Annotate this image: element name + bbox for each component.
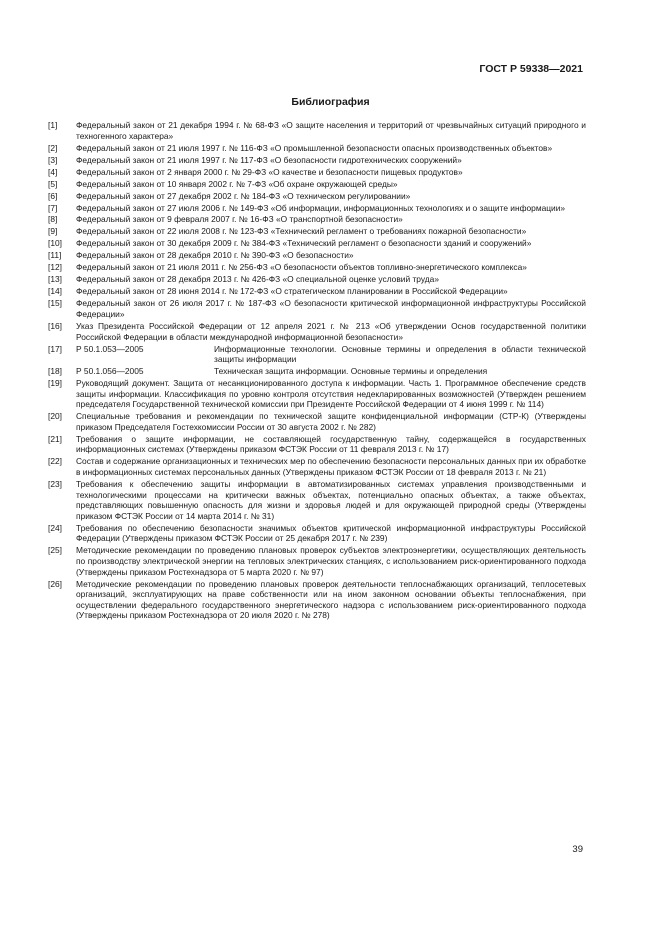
bibliography-entry: [48, 155, 586, 166]
entry-number: [24]: [48, 522, 62, 533]
entry-text: Федеральный закон от 21 декабря 1994 г. № 68-ФЗ «О защите населения и территорий от чрезвычайных ситуаций природного и техногенного характера»: [76, 120, 586, 141]
entry-text: Федеральный закон от 21 июля 2011 г. № 256-ФЗ «О безопасности объектов топливно-энергетического комплекса»: [76, 262, 527, 273]
bibliography-entry: [48, 456, 586, 477]
bibliography-entry: [48, 250, 586, 261]
bibliography-heading: Библиография: [291, 96, 370, 108]
entry-number: [3]: [48, 154, 58, 165]
bibliography-entry: [48, 298, 586, 319]
entry-number: [23]: [48, 479, 62, 489]
entry-text: Федеральный закон от 10 января 2002 г. № 7-ФЗ «Об охране окружающей среды»: [76, 178, 398, 189]
entry-text: Требования о защите информации, не составляющей государственную тайну, содержащейся в государственных информационных системах (Утверждены приказом ФСТЭК России от 11 февраля 2013 г. № 17): [76, 433, 586, 455]
entry-text: Федеральный закон от 28 декабря 2013 г. № 426-ФЗ «О специальной оценке условий труда»: [76, 274, 439, 285]
entry-number: [13]: [48, 274, 62, 285]
entry-text: Федеральный закон от 30 декабря 2009 г. № 384-ФЗ «Технический регламент о безопасности зданий и сооружений»: [76, 238, 532, 249]
entry-number: [22]: [48, 456, 62, 467]
entry-text: Федеральный закон от 26 июля 2017 г. № 187-ФЗ «О безопасности критической информационной инфраструктуры Российской Федерации»: [76, 298, 586, 319]
bibliography-entry: [48, 366, 586, 377]
entry-number: [9]: [48, 226, 58, 237]
entry-number: [18]: [48, 366, 62, 377]
entry-number: [26]: [48, 578, 62, 589]
entry-number: [15]: [48, 298, 62, 309]
entry-standard-code: Р 50.1.056—2005: [76, 366, 144, 377]
bibliography-entry: [48, 344, 586, 365]
entry-number: [8]: [48, 214, 58, 225]
bibliography-list: [48, 120, 586, 622]
entry-number: [1]: [48, 120, 58, 130]
entry-text: Специальные требования и рекомендации по технической защите конфиденциальной информации (СТР-К) (Утверждены приказом Председателя Гостехкомиссии России от 30 августа 2002 г. № 282): [76, 411, 586, 432]
bibliography-entry: [48, 214, 586, 225]
entry-number: [10]: [48, 238, 62, 249]
page-number: 39: [572, 844, 583, 855]
bibliography-entry: [48, 545, 586, 577]
entry-text: Федеральный закон от 28 июня 2014 г. № 172-ФЗ «О стратегическом планировании в Российской Федерации»: [76, 286, 508, 297]
entry-number: [25]: [48, 545, 62, 556]
entry-number: [17]: [48, 343, 62, 354]
bibliography-entry: [48, 143, 586, 154]
entry-number: [14]: [48, 286, 62, 297]
entry-text: Руководящий документ. Защита от несанкционированного доступа к информации. Часть 1. Программное обеспечение средств защиты информации. Классификация по уровню контроля отсутствия недекларированных возможностей (Утвержден решением председателя Государственной технической комиссии при Президенте Российской Федерации от 4 июня 1999 г. № 114): [76, 378, 586, 410]
bibliography-entry: [48, 226, 586, 237]
entry-text: Информационные технологии. Основные термины и определения в области технической защиты информации: [214, 343, 586, 365]
entry-text: Федеральный закон от 27 июля 2006 г. № 149-ФЗ «Об информации, информационных технологиях и о защите информации»: [76, 202, 566, 213]
bibliography-entry: [48, 120, 586, 141]
entry-text: Указ Президента Российской Федерации от 12 апреля 2021 г. № 213 «Об утверждении Основ государственной политики Российской Федерации в области международной информационной безопасности»: [76, 320, 586, 342]
entry-text: Федеральный закон от 21 июля 1997 г. № 116-ФЗ «О промышленной безопасности опасных производственных объектов»: [76, 142, 553, 153]
bibliography-entry: [48, 479, 586, 521]
entry-number: [2]: [48, 142, 58, 153]
entry-number: [6]: [48, 190, 58, 201]
entry-number: [20]: [48, 411, 62, 422]
entry-text: Требования к обеспечению защиты информации в автоматизированных системах управления производственными и технологическими процессами на критически важных объектах, потенциально опасных объектах, а также объектах, представляющих повышенную опасность для жизни и здоровья людей и для окружающей природной среды (Утверждены приказом ФСТЭК России от 14 марта 2014 г. № 31): [76, 479, 586, 521]
bibliography-entry: [48, 378, 586, 410]
entry-text: Состав и содержание организационных и технических мер по обеспечению безопасности персональных данных при их обработке в информационных системах персональных данных (Утверждены приказом ФСТЭК России от 18 февраля 2013 г. № 21): [76, 456, 586, 478]
entry-number: [19]: [48, 378, 62, 389]
bibliography-entry: [48, 191, 586, 202]
bibliography-entry: [48, 167, 586, 178]
entry-number: [4]: [48, 166, 58, 177]
bibliography-entry: [48, 523, 586, 544]
entry-number: [7]: [48, 202, 58, 213]
entry-text: Федеральный закон от 28 декабря 2010 г. № 390-ФЗ «О безопасности»: [76, 250, 354, 261]
bibliography-entry: [48, 434, 586, 455]
entry-text: Требования по обеспечению безопасности значимых объектов критической информационной инфраструктуры Российской Федерации (Утверждены приказом ФСТЭК России от 25 декабря 2017 г. № 239): [76, 522, 586, 544]
document-standard-header: ГОСТ Р 59338—2021: [479, 63, 583, 75]
entry-standard-code: Р 50.1.053—2005: [76, 343, 144, 354]
bibliography-entry: [48, 286, 586, 297]
entry-text: Техническая защита информации. Основные термины и определения: [214, 366, 488, 377]
entry-text: Федеральный закон от 22 июля 2008 г. № 123-ФЗ «Технический регламент о требованиях пожарной безопасности»: [76, 226, 527, 237]
bibliography-entry: [48, 411, 586, 432]
entry-number: [21]: [48, 433, 62, 444]
entry-text: Методические рекомендации по проведению плановых проверок деятельности теплоснабжающих организаций, теплосетевых организаций, эксплуатирующих на праве собственности или на ином законном основании объекты теплоснабжения, при осуществлении федерального государственного энергетического надзора с использованием риск-ориентированного подхода (Утверждены приказом Ростехнадзора от 20 июля 2020 г. № 278): [76, 578, 586, 621]
bibliography-entry: [48, 274, 586, 285]
entry-text: Федеральный закон от 2 января 2000 г. № 29-ФЗ «О качестве и безопасности пищевых продуктов»: [76, 166, 463, 177]
bibliography-entry: [48, 238, 586, 249]
entry-text: Федеральный закон от 9 февраля 2007 г. № 16-ФЗ «О транспортной безопасности»: [76, 214, 403, 225]
entry-text: Федеральный закон от 27 декабря 2002 г. № 184-ФЗ «О техническом регулировании»: [76, 190, 411, 201]
bibliography-entry: [48, 179, 586, 190]
entry-number: [12]: [48, 262, 62, 273]
entry-text: Федеральный закон от 21 июля 1997 г. № 117-ФЗ «О безопасности гидротехнических сооружений»: [76, 154, 462, 165]
bibliography-entry: [48, 321, 586, 342]
entry-text: Методические рекомендации по проведению плановых проверок субъектов электроэнергетики, осуществляющих деятельность по производству электрической энергии на тепловых электрических станциях, с использованием риск-ориентированного подхода (Утверждены приказом Ростехнадзора от 5 марта 2020 г. № 97): [76, 545, 586, 577]
bibliography-entry: [48, 579, 586, 621]
entry-number: [5]: [48, 178, 58, 189]
entry-number: [11]: [48, 250, 62, 261]
entry-number: [16]: [48, 320, 62, 331]
bibliography-entry: [48, 262, 586, 273]
bibliography-entry: [48, 203, 586, 214]
